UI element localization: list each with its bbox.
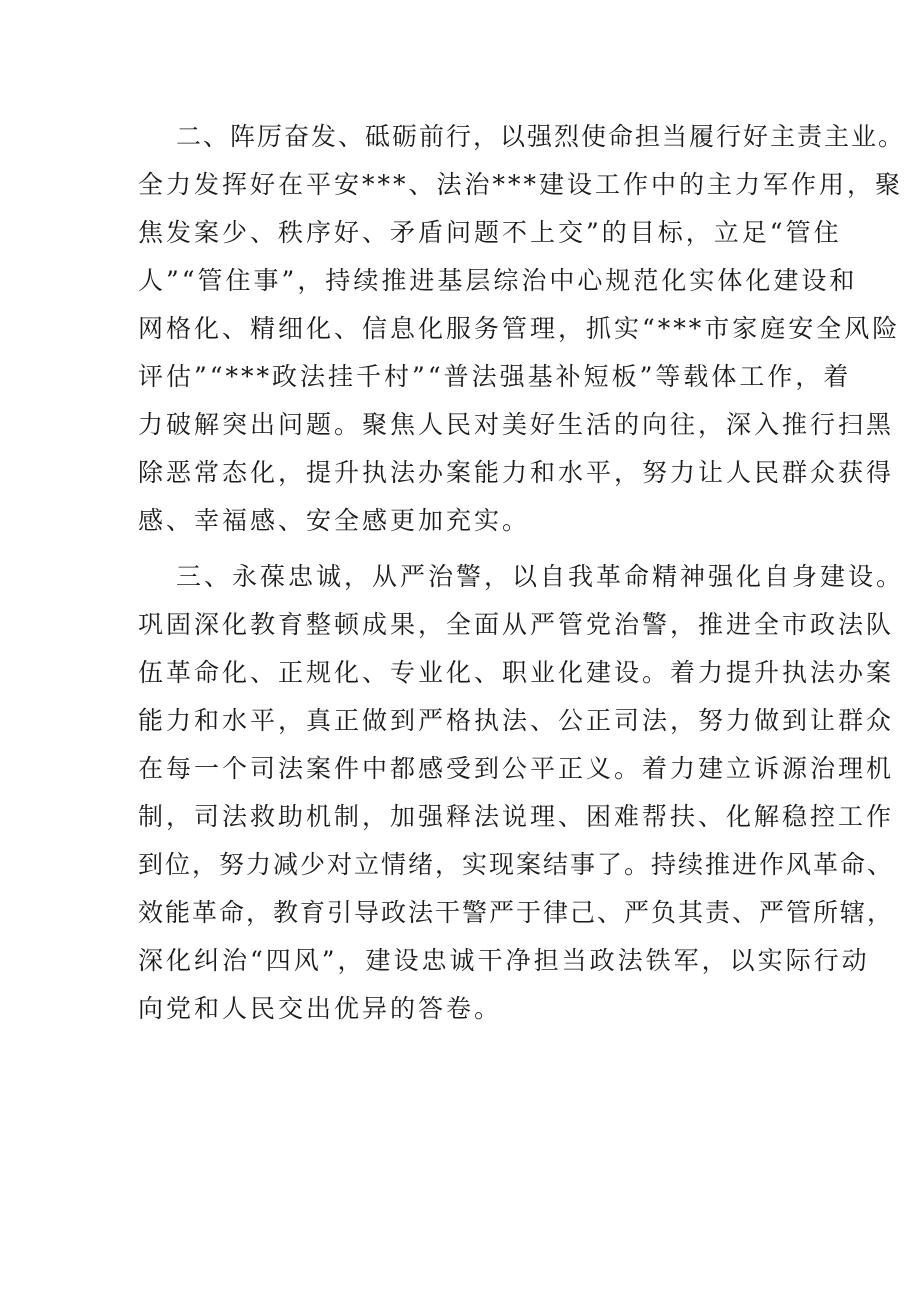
paragraph-2-line-2: 巩固深化教育整顿成果，全面从严管党治警，推进全市政法队 bbox=[138, 610, 895, 639]
paragraph-1-line-2: 全力发挥好在平安***、法治***建设工作中的主力军作用，聚 bbox=[138, 170, 904, 199]
paragraph-1-line-8: 除恶常态化，提升执法办案能力和水平，努力让人民群众获得 bbox=[138, 458, 895, 487]
paragraph-1-line-5: 网格化、精细化、信息化服务管理，抓实“***市家庭安全风险 bbox=[138, 314, 901, 343]
paragraph-1-line-4: 人”“管住事”，持续推进基层综治中心规范化实体化建设和 bbox=[138, 266, 858, 295]
paragraph-2-line-9: 深化纠治“四风”，建设忠诚干净担当政法铁军，以实际行动 bbox=[138, 946, 870, 975]
paragraph-2-line-6: 制，司法救助机制，加强释法说理、困难帮扶、化解稳控工作 bbox=[138, 802, 895, 831]
paragraph-2-line-1: 三、永葆忠诚，从严治警，以自我革命精神强化自身建设。 bbox=[176, 562, 905, 591]
paragraph-2-line-3: 伍革命化、正规化、专业化、职业化建设。着力提升执法办案 bbox=[138, 658, 895, 687]
paragraph-1-line-6: 评估”“***政法挂千村”“普法强基补短板”等载体工作，着 bbox=[138, 362, 852, 391]
paragraph-2-line-4: 能力和水平，真正做到严格执法、公正司法，努力做到让群众 bbox=[138, 706, 895, 735]
paragraph-2-line-5: 在每一个司法案件中都感受到公平正义。着力建立诉源治理机 bbox=[138, 754, 895, 783]
paragraph-1-line-1: 二、阵厉奋发、砥砺前行，以强烈使命担当履行好主责主业。 bbox=[176, 122, 906, 151]
paragraph-1-line-3: 焦发案少、秩序好、矛盾问题不上交”的目标，立足“管住 bbox=[138, 218, 842, 247]
paragraph-1-line-9: 感、幸福感、安全感更加充实。 bbox=[138, 506, 531, 535]
paragraph-2-line-7: 到位，努力减少对立情绪，实现案结事了。持续推进作风革命、 bbox=[138, 850, 895, 879]
paragraph-2-line-8: 效能革命，教育引导政法干警严于律己、严负其责、严管所辖， bbox=[138, 898, 895, 927]
paragraph-1-line-7: 力破解突出问题。聚焦人民对美好生活的向往，深入推行扫黑 bbox=[138, 410, 895, 439]
paragraph-2-line-10: 向党和人民交出优异的答卷。 bbox=[138, 994, 503, 1023]
